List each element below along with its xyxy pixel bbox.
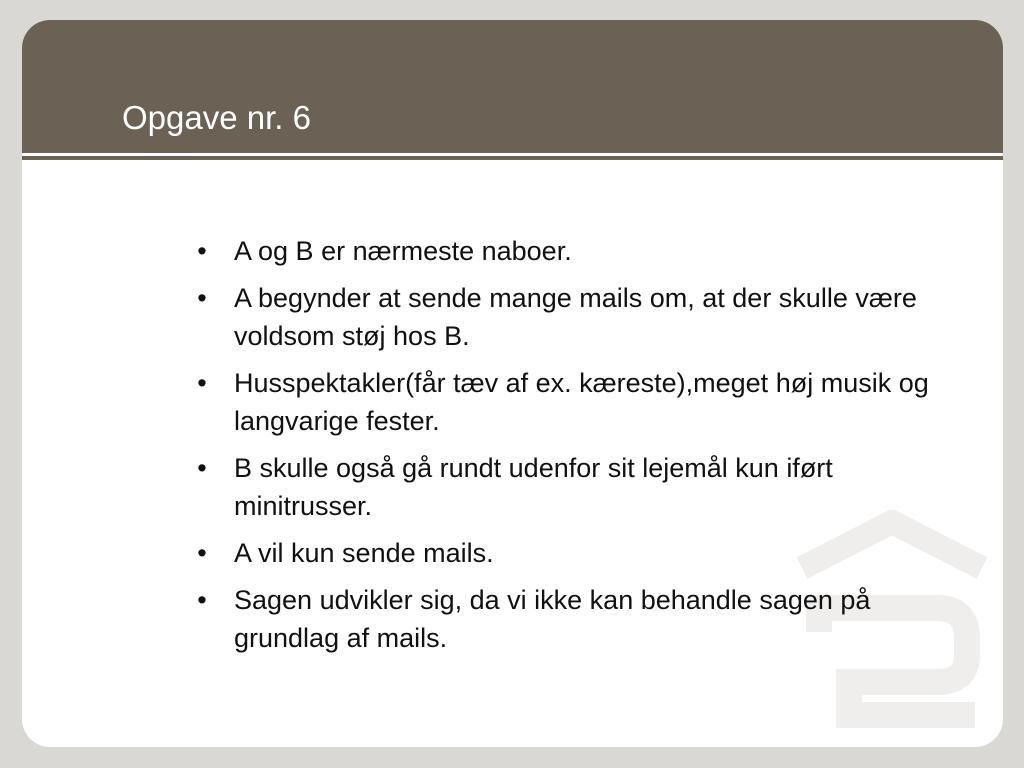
slide — [22, 20, 1003, 747]
bullet-marker: • — [197, 585, 207, 615]
title-band — [22, 20, 1003, 153]
bullet-list — [192, 232, 937, 666]
bullet-text: B skulle også gå rundt udenfor sit lejemål kun iført minitrusser. — [234, 453, 833, 521]
bullet-marker: • — [197, 538, 207, 568]
bullet-marker: • — [197, 368, 207, 398]
bullet-item — [192, 279, 937, 355]
bullet-text: A begynder at sende mange mails om, at der skulle være voldsom støj hos B. — [234, 283, 917, 351]
bullet-item — [192, 534, 937, 572]
bullet-marker: • — [197, 236, 207, 266]
bullet-item — [192, 364, 937, 440]
bullet-marker: • — [197, 283, 207, 313]
bullet-marker: • — [197, 453, 207, 483]
slide-title: Opgave nr. 6 — [122, 99, 311, 136]
bullet-text: Husspektakler(får tæv af ex. kæreste),meget høj musik og langvarige fester. — [234, 368, 929, 436]
bullet-text: A og B er nærmeste naboer. — [234, 236, 572, 266]
bullet-item — [192, 232, 937, 270]
bullet-text: A vil kun sende mails. — [234, 538, 494, 568]
bullet-item — [192, 581, 937, 657]
bullet-text: Sagen udvikler sig, da vi ikke kan behandle sagen på grundlag af mails. — [234, 585, 871, 653]
bullet-item — [192, 449, 937, 525]
title-divider — [22, 156, 1003, 160]
